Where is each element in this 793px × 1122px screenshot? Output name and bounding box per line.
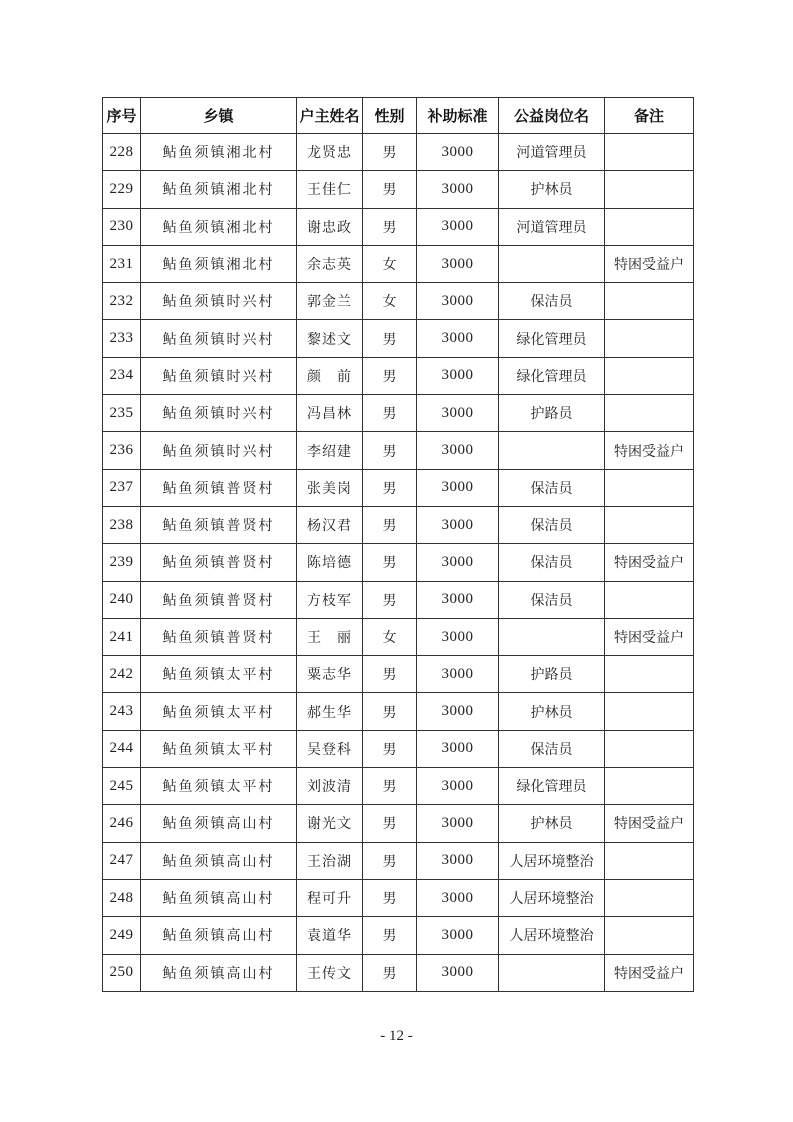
- cell-position: 保洁员: [499, 506, 605, 543]
- cell-gender: 男: [363, 134, 417, 171]
- cell-town: 鲇鱼须镇普贤村: [141, 506, 297, 543]
- cell-position: 护路员: [499, 395, 605, 432]
- table-row: [103, 879, 694, 916]
- cell-position: 人居环境整治: [499, 879, 605, 916]
- cell-gender: 男: [363, 357, 417, 394]
- cell-town: 鲇鱼须镇普贤村: [141, 618, 297, 655]
- cell-remark: 特困受益户: [605, 432, 694, 469]
- table-row: [103, 768, 694, 805]
- cell-remark: [605, 357, 694, 394]
- header-position: 公益岗位名: [499, 98, 605, 134]
- cell-gender: 女: [363, 283, 417, 320]
- cell-index: 230: [103, 208, 141, 245]
- table-row: [103, 730, 694, 767]
- cell-subsidy: 3000: [417, 656, 499, 693]
- cell-index: 245: [103, 768, 141, 805]
- cell-subsidy: 3000: [417, 842, 499, 879]
- cell-town: 鲇鱼须镇湘北村: [141, 171, 297, 208]
- cell-subsidy: 3000: [417, 805, 499, 842]
- cell-position: 保洁员: [499, 581, 605, 618]
- cell-index: 246: [103, 805, 141, 842]
- cell-subsidy: 3000: [417, 432, 499, 469]
- cell-gender: 男: [363, 208, 417, 245]
- table-row: [103, 693, 694, 730]
- cell-householder: 冯昌林: [297, 395, 363, 432]
- cell-remark: [605, 842, 694, 879]
- cell-gender: 男: [363, 879, 417, 916]
- cell-gender: 男: [363, 320, 417, 357]
- header-remark: 备注: [605, 98, 694, 134]
- cell-town: 鲇鱼须镇高山村: [141, 879, 297, 916]
- cell-householder: 粟志华: [297, 656, 363, 693]
- table-row: [103, 544, 694, 581]
- cell-subsidy: 3000: [417, 879, 499, 916]
- cell-position: 保洁员: [499, 730, 605, 767]
- cell-gender: 男: [363, 917, 417, 954]
- cell-subsidy: 3000: [417, 395, 499, 432]
- cell-subsidy: 3000: [417, 506, 499, 543]
- cell-householder: 龙贤忠: [297, 134, 363, 171]
- cell-town: 鲇鱼须镇湘北村: [141, 245, 297, 282]
- cell-remark: [605, 134, 694, 171]
- cell-householder: 方枝军: [297, 581, 363, 618]
- cell-subsidy: 3000: [417, 320, 499, 357]
- table-row: [103, 320, 694, 357]
- cell-index: 231: [103, 245, 141, 282]
- cell-index: 232: [103, 283, 141, 320]
- cell-gender: 男: [363, 171, 417, 208]
- cell-householder: 黎述文: [297, 320, 363, 357]
- table-row: [103, 656, 694, 693]
- cell-subsidy: 3000: [417, 768, 499, 805]
- cell-remark: 特困受益户: [605, 954, 694, 991]
- cell-remark: [605, 768, 694, 805]
- cell-subsidy: 3000: [417, 469, 499, 506]
- cell-gender: 女: [363, 618, 417, 655]
- cell-town: 鲇鱼须镇普贤村: [141, 469, 297, 506]
- cell-gender: 男: [363, 693, 417, 730]
- cell-position: [499, 245, 605, 282]
- cell-subsidy: 3000: [417, 954, 499, 991]
- cell-householder: 郝生华: [297, 693, 363, 730]
- cell-town: 鲇鱼须镇普贤村: [141, 581, 297, 618]
- cell-subsidy: 3000: [417, 283, 499, 320]
- cell-town: 鲇鱼须镇太平村: [141, 656, 297, 693]
- cell-gender: 男: [363, 581, 417, 618]
- cell-gender: 男: [363, 469, 417, 506]
- cell-town: 鲇鱼须镇湘北村: [141, 134, 297, 171]
- cell-householder: 张美岗: [297, 469, 363, 506]
- cell-householder: 袁道华: [297, 917, 363, 954]
- cell-position: 护路员: [499, 656, 605, 693]
- cell-householder: 李绍建: [297, 432, 363, 469]
- table-row: [103, 954, 694, 991]
- cell-town: 鲇鱼须镇普贤村: [141, 544, 297, 581]
- cell-index: 233: [103, 320, 141, 357]
- cell-gender: 男: [363, 656, 417, 693]
- table-row: [103, 283, 694, 320]
- cell-index: 249: [103, 917, 141, 954]
- header-index: 序号: [103, 98, 141, 134]
- cell-remark: [605, 581, 694, 618]
- cell-index: 247: [103, 842, 141, 879]
- cell-town: 鲇鱼须镇时兴村: [141, 432, 297, 469]
- cell-town: 鲇鱼须镇太平村: [141, 730, 297, 767]
- cell-position: 人居环境整治: [499, 842, 605, 879]
- cell-householder: 王佳仁: [297, 171, 363, 208]
- cell-subsidy: 3000: [417, 618, 499, 655]
- cell-householder: 余志英: [297, 245, 363, 282]
- table-row: [103, 395, 694, 432]
- cell-position: [499, 618, 605, 655]
- cell-index: 235: [103, 395, 141, 432]
- table-header-row: [103, 98, 694, 134]
- cell-index: 238: [103, 506, 141, 543]
- cell-remark: [605, 879, 694, 916]
- table-row: [103, 171, 694, 208]
- cell-index: 241: [103, 618, 141, 655]
- cell-position: [499, 954, 605, 991]
- cell-householder: 郭金兰: [297, 283, 363, 320]
- beneficiary-table: [102, 97, 694, 992]
- cell-index: 250: [103, 954, 141, 991]
- cell-position: 绿化管理员: [499, 357, 605, 394]
- table-row: [103, 805, 694, 842]
- cell-remark: 特困受益户: [605, 245, 694, 282]
- cell-householder: 王治湖: [297, 842, 363, 879]
- cell-town: 鲇鱼须镇高山村: [141, 954, 297, 991]
- table-row: [103, 842, 694, 879]
- cell-householder: 陈培德: [297, 544, 363, 581]
- table-row: [103, 357, 694, 394]
- cell-index: 237: [103, 469, 141, 506]
- cell-town: 鲇鱼须镇太平村: [141, 693, 297, 730]
- cell-householder: 程可升: [297, 879, 363, 916]
- cell-town: 鲇鱼须镇湘北村: [141, 208, 297, 245]
- cell-gender: 男: [363, 395, 417, 432]
- cell-index: 239: [103, 544, 141, 581]
- cell-remark: 特困受益户: [605, 805, 694, 842]
- cell-town: 鲇鱼须镇时兴村: [141, 395, 297, 432]
- cell-remark: [605, 656, 694, 693]
- cell-subsidy: 3000: [417, 917, 499, 954]
- cell-gender: 男: [363, 432, 417, 469]
- cell-index: 229: [103, 171, 141, 208]
- cell-remark: 特困受益户: [605, 544, 694, 581]
- cell-householder: 吴登科: [297, 730, 363, 767]
- cell-subsidy: 3000: [417, 245, 499, 282]
- table-row: [103, 208, 694, 245]
- table-row: [103, 245, 694, 282]
- cell-position: 护林员: [499, 805, 605, 842]
- cell-remark: [605, 208, 694, 245]
- cell-gender: 男: [363, 768, 417, 805]
- cell-gender: 男: [363, 506, 417, 543]
- cell-position: 保洁员: [499, 469, 605, 506]
- cell-gender: 男: [363, 842, 417, 879]
- table-row: [103, 618, 694, 655]
- cell-householder: 谢光文: [297, 805, 363, 842]
- page-number: - 12 -: [380, 1028, 413, 1044]
- cell-householder: 王 丽: [297, 618, 363, 655]
- cell-householder: 杨汉君: [297, 506, 363, 543]
- cell-index: 234: [103, 357, 141, 394]
- cell-remark: [605, 395, 694, 432]
- cell-position: 河道管理员: [499, 134, 605, 171]
- cell-remark: [605, 283, 694, 320]
- cell-subsidy: 3000: [417, 171, 499, 208]
- cell-remark: [605, 506, 694, 543]
- cell-householder: 颜 前: [297, 357, 363, 394]
- cell-index: 236: [103, 432, 141, 469]
- table-row: [103, 134, 694, 171]
- table-row: [103, 469, 694, 506]
- cell-index: 244: [103, 730, 141, 767]
- cell-gender: 男: [363, 730, 417, 767]
- cell-index: 240: [103, 581, 141, 618]
- table-row: [103, 917, 694, 954]
- cell-position: 绿化管理员: [499, 768, 605, 805]
- cell-town: 鲇鱼须镇高山村: [141, 917, 297, 954]
- cell-gender: 男: [363, 954, 417, 991]
- cell-subsidy: 3000: [417, 208, 499, 245]
- cell-town: 鲇鱼须镇时兴村: [141, 320, 297, 357]
- cell-index: 248: [103, 879, 141, 916]
- cell-town: 鲇鱼须镇高山村: [141, 842, 297, 879]
- header-subsidy: 补助标准: [417, 98, 499, 134]
- cell-town: 鲇鱼须镇时兴村: [141, 357, 297, 394]
- cell-householder: 刘波清: [297, 768, 363, 805]
- cell-subsidy: 3000: [417, 134, 499, 171]
- cell-position: 保洁员: [499, 283, 605, 320]
- cell-remark: [605, 917, 694, 954]
- cell-position: 护林员: [499, 171, 605, 208]
- cell-town: 鲇鱼须镇高山村: [141, 805, 297, 842]
- table-row: [103, 581, 694, 618]
- cell-subsidy: 3000: [417, 581, 499, 618]
- cell-gender: 男: [363, 544, 417, 581]
- cell-remark: [605, 730, 694, 767]
- cell-position: 保洁员: [499, 544, 605, 581]
- cell-town: 鲇鱼须镇时兴村: [141, 283, 297, 320]
- cell-position: 护林员: [499, 693, 605, 730]
- cell-remark: [605, 469, 694, 506]
- table-row: [103, 506, 694, 543]
- header-householder: 户主姓名: [297, 98, 363, 134]
- cell-position: 绿化管理员: [499, 320, 605, 357]
- table-row: [103, 432, 694, 469]
- cell-subsidy: 3000: [417, 730, 499, 767]
- cell-index: 228: [103, 134, 141, 171]
- cell-subsidy: 3000: [417, 693, 499, 730]
- cell-remark: [605, 320, 694, 357]
- cell-remark: [605, 171, 694, 208]
- cell-position: 河道管理员: [499, 208, 605, 245]
- cell-remark: 特困受益户: [605, 618, 694, 655]
- cell-subsidy: 3000: [417, 357, 499, 394]
- header-gender: 性别: [363, 98, 417, 134]
- cell-gender: 女: [363, 245, 417, 282]
- cell-index: 243: [103, 693, 141, 730]
- cell-subsidy: 3000: [417, 544, 499, 581]
- header-town: 乡镇: [141, 98, 297, 134]
- cell-position: 人居环境整治: [499, 917, 605, 954]
- cell-position: [499, 432, 605, 469]
- cell-householder: 谢忠政: [297, 208, 363, 245]
- cell-remark: [605, 693, 694, 730]
- cell-index: 242: [103, 656, 141, 693]
- cell-householder: 王传文: [297, 954, 363, 991]
- cell-town: 鲇鱼须镇太平村: [141, 768, 297, 805]
- cell-gender: 男: [363, 805, 417, 842]
